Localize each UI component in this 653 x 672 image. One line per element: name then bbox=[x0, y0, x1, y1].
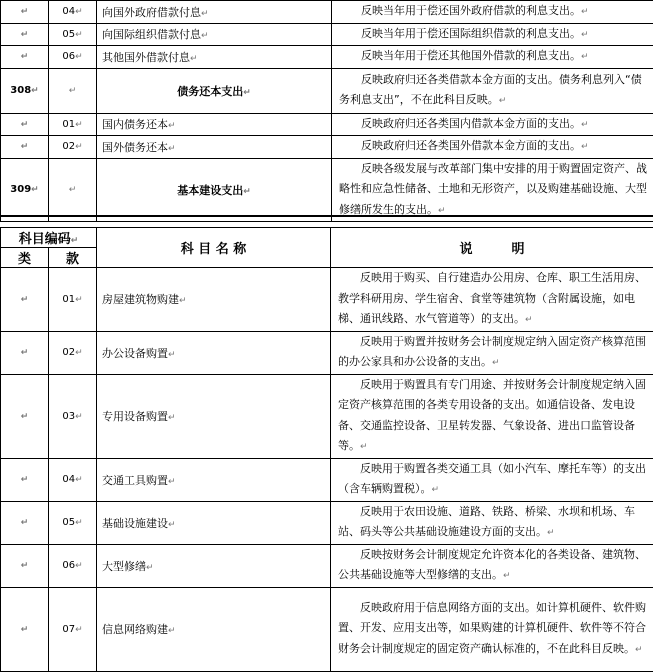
subject-name: 大型修缮 bbox=[102, 560, 146, 573]
top-table bbox=[0, 0, 653, 222]
return-mark: ↵ bbox=[168, 144, 176, 154]
subject-name-cell bbox=[97, 501, 331, 544]
subject-name-cell bbox=[97, 587, 331, 671]
return-mark: ↵ bbox=[581, 142, 589, 152]
kuan-code: 03 bbox=[62, 411, 75, 422]
table-row bbox=[1, 68, 653, 113]
subject-name: 办公设备购置 bbox=[102, 347, 168, 360]
subject-name: 向国外政府借款付息 bbox=[102, 6, 201, 19]
subject-desc: 反映用于购买、自行建造办公用房、仓库、职工生活用房、教学科研用房、学生宿舍、食堂等建筑物（含附属设施，如电梯、通讯线路、水气管道等）的支出。 bbox=[338, 271, 646, 325]
subject-name-cell bbox=[97, 544, 331, 587]
subject-desc: 反映当年用于偿还国外政府借款的利息支出。 bbox=[361, 4, 581, 17]
kuan-header: 款 bbox=[66, 252, 79, 267]
return-mark: ↵ bbox=[75, 52, 83, 62]
kuan-code: 05 bbox=[62, 517, 75, 528]
return-mark: ↵ bbox=[438, 206, 446, 216]
subject-name-cell bbox=[97, 113, 332, 136]
subject-desc: 反映当年用于偿还国际组织借款的利息支出。 bbox=[361, 27, 581, 40]
return-mark: ↵ bbox=[75, 412, 83, 422]
return-mark: ↵ bbox=[21, 348, 29, 358]
kuan-code: 01 bbox=[62, 294, 75, 305]
table-row bbox=[1, 268, 653, 332]
lei-code-cell bbox=[1, 46, 49, 69]
kuan-code: 01 bbox=[62, 119, 75, 130]
return-mark: ↵ bbox=[492, 358, 500, 368]
lei-code-cell bbox=[1, 268, 49, 332]
subject-desc-cell bbox=[331, 268, 653, 332]
kuan-code-cell bbox=[49, 544, 97, 587]
return-mark: ↵ bbox=[21, 412, 29, 422]
subject-desc-cell bbox=[331, 458, 653, 501]
return-mark: ↵ bbox=[581, 7, 589, 17]
table-row bbox=[1, 544, 653, 587]
subject-desc-cell bbox=[331, 587, 653, 671]
kuan-code: 07 bbox=[62, 624, 75, 635]
name-title-cell bbox=[97, 228, 331, 268]
kuan-code-cell bbox=[49, 113, 97, 136]
table-row bbox=[1, 458, 653, 501]
lei-code-cell bbox=[1, 158, 49, 222]
subject-desc-cell bbox=[331, 374, 653, 458]
code-title-cell bbox=[1, 228, 97, 248]
return-mark: ↵ bbox=[75, 625, 83, 635]
subject-desc-cell bbox=[331, 501, 653, 544]
subject-name-cell bbox=[97, 458, 331, 501]
return-mark: ↵ bbox=[503, 571, 511, 581]
subject-name-cell bbox=[97, 158, 332, 222]
return-mark: ↵ bbox=[179, 296, 187, 306]
return-mark: ↵ bbox=[201, 9, 209, 19]
kuan-code-cell bbox=[49, 501, 97, 544]
lei-code: 309 bbox=[10, 184, 31, 195]
subject-desc: 反映政府归还各类国内借款本金方面的支出。 bbox=[361, 117, 581, 130]
kuan-code: 06 bbox=[62, 51, 75, 62]
return-mark: ↵ bbox=[75, 7, 83, 17]
code-title: 科目编码 bbox=[19, 232, 71, 247]
subject-name: 其他国外借款付息 bbox=[102, 51, 190, 64]
kuan-code-cell bbox=[49, 268, 97, 332]
table-row bbox=[1, 1, 653, 24]
kuan-code: 06 bbox=[62, 560, 75, 571]
kuan-code-cell bbox=[49, 331, 97, 374]
subject-name-cell bbox=[97, 1, 332, 24]
lei-code-cell bbox=[1, 113, 49, 136]
return-mark: ↵ bbox=[21, 295, 29, 305]
return-mark: ↵ bbox=[75, 120, 83, 130]
subject-desc: 反映当年用于偿还其他国外借款的利息支出。 bbox=[361, 49, 581, 62]
subject-name-cell bbox=[97, 46, 332, 69]
table-row bbox=[1, 501, 653, 544]
kuan-code-cell bbox=[49, 46, 97, 69]
header-row-1 bbox=[1, 228, 653, 248]
return-mark: ↵ bbox=[635, 645, 643, 655]
subject-desc: 反映政府归还各类借款本金方面的支出。债务利息列入“债务利息支出”，不在此科目反映。 bbox=[339, 73, 642, 107]
subject-desc-cell bbox=[332, 46, 653, 69]
kuan-code-cell bbox=[49, 23, 97, 46]
kuan-header-cell bbox=[49, 248, 97, 268]
lei-header-cell bbox=[1, 248, 49, 268]
subject-desc-cell bbox=[332, 113, 653, 136]
return-mark: ↵ bbox=[201, 31, 209, 41]
subject-name: 向国际组织借款付息 bbox=[102, 28, 201, 41]
subject-name: 基础设施建设 bbox=[102, 517, 168, 530]
lei-code-cell bbox=[1, 501, 49, 544]
kuan-code: 05 bbox=[62, 29, 75, 40]
return-mark: ↵ bbox=[75, 518, 83, 528]
return-mark: ↵ bbox=[75, 142, 83, 152]
subject-desc: 反映用于购置具有专门用途、并按财务会计制度规定纳入固定资产核算范围的各类专用设备的支出。如通信设备、发电设备、交通监控设备、卫星转发器、气象设备、进出口监管设备等。 bbox=[338, 378, 646, 453]
subject-name: 国内债务还本 bbox=[102, 118, 168, 131]
return-mark: ↵ bbox=[525, 315, 533, 325]
return-mark: ↵ bbox=[432, 485, 440, 495]
return-mark: ↵ bbox=[75, 348, 83, 358]
return-mark: ↵ bbox=[31, 185, 39, 195]
return-mark: ↵ bbox=[31, 86, 39, 96]
return-mark: ↵ bbox=[21, 518, 29, 528]
kuan-code-cell bbox=[49, 587, 97, 671]
main-table bbox=[0, 227, 653, 672]
subject-name-cell bbox=[97, 374, 331, 458]
table-row bbox=[1, 158, 653, 222]
return-mark: ↵ bbox=[243, 88, 251, 98]
table-row bbox=[1, 46, 653, 69]
return-mark: ↵ bbox=[581, 120, 589, 130]
kuan-code: 02 bbox=[62, 347, 75, 358]
return-mark: ↵ bbox=[21, 561, 29, 571]
table-row bbox=[1, 374, 653, 458]
return-mark: ↵ bbox=[21, 475, 29, 485]
return-mark: ↵ bbox=[75, 475, 83, 485]
return-mark: ↵ bbox=[21, 30, 29, 40]
subject-desc-cell bbox=[331, 331, 653, 374]
subject-name: 房屋建筑物购建 bbox=[102, 293, 179, 306]
subject-desc: 反映用于农田设施、道路、铁路、桥梁、水坝和机场、车站、码头等公共基础设施建设方面的支出。 bbox=[338, 505, 635, 539]
table-row bbox=[1, 23, 653, 46]
return-mark: ↵ bbox=[69, 86, 77, 96]
subject-name-cell bbox=[97, 331, 331, 374]
return-mark: ↵ bbox=[168, 477, 176, 487]
lei-code-cell bbox=[1, 1, 49, 24]
return-mark: ↵ bbox=[75, 295, 83, 305]
kuan-code-cell bbox=[49, 158, 97, 222]
return-mark: ↵ bbox=[75, 30, 83, 40]
subject-desc-cell bbox=[332, 136, 653, 159]
subject-name-cell bbox=[97, 68, 332, 113]
return-mark: ↵ bbox=[243, 187, 251, 197]
kuan-code-cell bbox=[49, 68, 97, 113]
table-row bbox=[1, 587, 653, 671]
return-mark: ↵ bbox=[21, 142, 29, 152]
subject-desc-cell bbox=[332, 1, 653, 24]
subject-name: 基本建设支出 bbox=[177, 184, 243, 197]
kuan-code-cell bbox=[49, 458, 97, 501]
lei-code-cell bbox=[1, 136, 49, 159]
lei-code-cell bbox=[1, 23, 49, 46]
lei-code-cell bbox=[1, 68, 49, 113]
main-table-body bbox=[1, 228, 653, 672]
return-mark: ↵ bbox=[71, 236, 79, 246]
kuan-code: 04 bbox=[62, 6, 75, 17]
table-row bbox=[1, 113, 653, 136]
lei-code: 308 bbox=[10, 85, 31, 96]
return-mark: ↵ bbox=[146, 563, 154, 573]
subject-name: 交通工具购置 bbox=[102, 474, 168, 487]
kuan-code-cell bbox=[49, 1, 97, 24]
subject-name: 国外债务还本 bbox=[102, 141, 168, 154]
subject-name-cell bbox=[97, 136, 332, 159]
subject-desc: 反映各级发展与改革部门集中安排的用于购置固定资产、战略性和应急性储备、土地和无形资产，以及购建基础设施、大型修缮所发生的支出。 bbox=[339, 162, 647, 216]
subject-desc: 反映政府用于信息网络方面的支出。如计算机硬件、软件购置、开发、应用支出等，如果购建的计算机硬件、软件等不符合财务会计制度规定的固定资产确认标准的，不在此科目反映。 bbox=[338, 601, 646, 655]
return-mark: ↵ bbox=[21, 120, 29, 130]
subject-desc-cell bbox=[332, 23, 653, 46]
subject-name-cell bbox=[97, 23, 332, 46]
return-mark: ↵ bbox=[21, 625, 29, 635]
kuan-code: 04 bbox=[62, 474, 75, 485]
subject-name-cell bbox=[97, 268, 331, 332]
table-row bbox=[1, 136, 653, 159]
return-mark: ↵ bbox=[21, 52, 29, 62]
return-mark: ↵ bbox=[360, 442, 368, 452]
kuan-code-cell bbox=[49, 374, 97, 458]
desc-title: 说 明 bbox=[459, 242, 524, 257]
kuan-code: 02 bbox=[62, 141, 75, 152]
return-mark: ↵ bbox=[168, 121, 176, 131]
subject-desc: 反映按财务会计制度规定允许资本化的各类设备、建筑物、公共基础设施等大型修缮的支出。 bbox=[338, 548, 646, 582]
return-mark: ↵ bbox=[547, 528, 555, 538]
return-mark: ↵ bbox=[581, 52, 589, 62]
subject-desc: 反映政府归还各类国外借款本金方面的支出。 bbox=[361, 139, 581, 152]
subject-desc-cell bbox=[331, 544, 653, 587]
subject-name: 债务还本支出 bbox=[177, 85, 243, 98]
lei-header: 类 bbox=[18, 252, 31, 267]
lei-code-cell bbox=[1, 544, 49, 587]
table-row bbox=[1, 331, 653, 374]
return-mark: ↵ bbox=[168, 413, 176, 423]
return-mark: ↵ bbox=[168, 350, 176, 360]
top-table-body bbox=[1, 1, 653, 222]
return-mark: ↵ bbox=[21, 7, 29, 17]
subject-desc-cell bbox=[332, 68, 653, 113]
return-mark: ↵ bbox=[581, 30, 589, 40]
lei-code-cell bbox=[1, 458, 49, 501]
return-mark: ↵ bbox=[69, 185, 77, 195]
desc-title-cell bbox=[331, 228, 653, 268]
subject-name: 信息网络购建 bbox=[102, 623, 168, 636]
return-mark: ↵ bbox=[168, 520, 176, 530]
return-mark: ↵ bbox=[75, 561, 83, 571]
kuan-code-cell bbox=[49, 136, 97, 159]
subject-name: 专用设备购置 bbox=[102, 410, 168, 423]
return-mark: ↵ bbox=[499, 96, 507, 106]
return-mark: ↵ bbox=[168, 626, 176, 636]
name-title: 科 目 名 称 bbox=[181, 242, 247, 257]
subject-desc: 反映用于购置并按财务会计制度规定纳入固定资产核算范围的办公家具和办公设备的支出。 bbox=[338, 335, 646, 369]
return-mark: ↵ bbox=[190, 54, 198, 64]
lei-code-cell bbox=[1, 331, 49, 374]
table-separator bbox=[0, 215, 653, 217]
subject-desc-cell bbox=[332, 158, 653, 222]
lei-code-cell bbox=[1, 587, 49, 671]
lei-code-cell bbox=[1, 374, 49, 458]
subject-desc: 反映用于购置各类交通工具（如小汽车、摩托车等）的支出（含车辆购置税）。 bbox=[338, 462, 646, 496]
